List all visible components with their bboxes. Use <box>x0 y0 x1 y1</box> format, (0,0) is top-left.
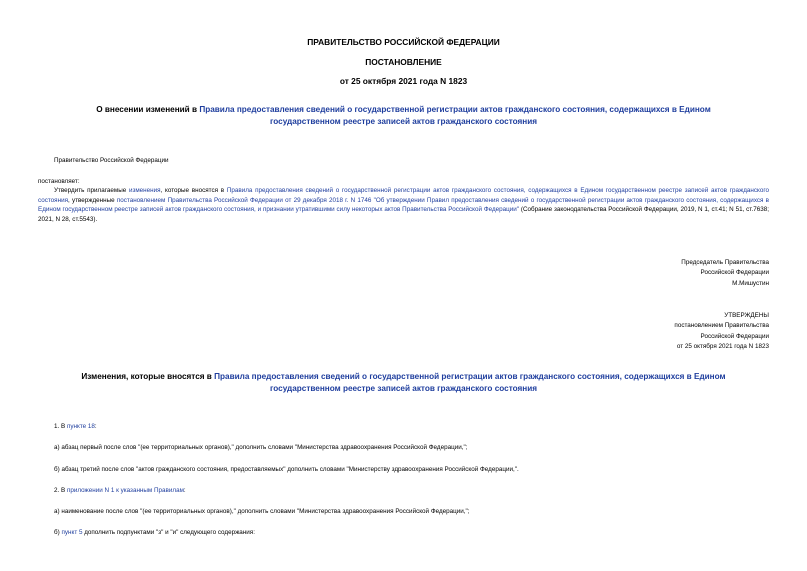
item-2-a: а) наименование после слов "(ее территориальных органов)," дополнить словами "Министерства здравоохранения Российской Федерации,"; <box>54 508 470 515</box>
decree-text-1: Утвердить прилагаемые <box>54 187 129 194</box>
point-5-link[interactable]: пункт 5 <box>61 529 83 536</box>
appendix-1-link[interactable]: приложении N 1 к указанным Правилам <box>66 487 184 494</box>
item-2-suffix: : <box>183 487 186 494</box>
decree-paragraph <box>38 186 769 224</box>
document-title-prefix: О внесении изменений в <box>96 105 200 114</box>
issuer-text: Правительство Российской Федерации <box>54 157 169 164</box>
point-18-link[interactable]: пункте 18 <box>66 423 95 430</box>
changes-link[interactable]: изменения <box>128 187 161 194</box>
approved-line-3: Российской Федерации <box>700 332 769 340</box>
item-1-prefix: 1. В <box>54 423 67 430</box>
item-2-prefix: 2. В <box>54 487 67 494</box>
signature-line-2: Российской Федерации <box>700 269 769 277</box>
signature-name: М.Мишустин <box>732 279 769 287</box>
document-title <box>0 104 807 127</box>
approved-line-4: от 25 октября 2021 года N 1823 <box>676 342 769 350</box>
approved-line-2: постановлением Правительства <box>674 322 769 330</box>
approved-line-1: УТВЕРЖДЕНЫ <box>724 312 769 319</box>
rules-link[interactable]: Правила предоставления сведений о государственной регистрации актов гражданского состояния, содержащихся в Едином государственном реестре записей актов гражданского состояния <box>199 105 711 126</box>
decree-text-2: , которые вносятся в <box>160 187 227 194</box>
item-1-b: б) абзац третий после слов "актов гражданского состояния, предоставляемых" дополнить словами "Министерству здравоохранения Российской Федерации,". <box>54 466 519 473</box>
item-2-b-prefix: б) <box>54 529 62 536</box>
signature-block <box>681 258 769 289</box>
item-2-b <box>54 528 768 538</box>
decree-text-4: (Собрание законодательства Российской Федерации, 2019, N 1, ст.41; N 51, ст.7638; 2021, N 28, ст.5543). <box>38 206 769 223</box>
item-1-a: а) абзац первый после слов "(ее территориальных органов)," дополнить словами "Министерства здравоохранения Российской Федерации,"; <box>54 444 468 451</box>
item-2 <box>54 486 768 496</box>
item-2-b-suffix: дополнить подпунктами "з" и "и" следующего содержания: <box>82 529 255 536</box>
resolution-link[interactable]: постановлением Правительства Российской Федерации от 29 декабря 2018 г. N 1746 "Об утверждении Правил предоставления сведений о государственной регистрации актов гражданского состояния, содержащихся в Едином государственном реестре записей актов гражданского состояния, и признании утратившими силу некоторых актов Правительства Российской Федерации" <box>38 196 769 214</box>
decides-text: постановляет: <box>38 178 80 185</box>
government-name: ПРАВИТЕЛЬСТВО РОССИЙСКОЙ ФЕДЕРАЦИИ <box>307 37 500 47</box>
document-date-number: от 25 октября 2021 года N 1823 <box>339 76 468 86</box>
changes-title <box>0 371 807 394</box>
signature-line-1: Председатель Правительства <box>681 259 769 266</box>
approved-block <box>674 311 769 352</box>
item-1 <box>54 422 768 432</box>
decree-text-3: , утвержденные <box>68 196 117 204</box>
rules-link-2[interactable]: Правила предоставления сведений о государственной регистрации актов гражданского состояния, содержащихся в Едином государственном реестре записей актов гражданского состояния <box>38 187 769 204</box>
changes-title-prefix: Изменения, которые вносятся в <box>81 372 215 381</box>
rules-link-3[interactable]: Правила предоставления сведений о государственной регистрации актов гражданского состояния, содержащихся в Едином государственном реестре записей актов гражданского состояния <box>214 372 726 393</box>
document-type: ПОСТАНОВЛЕНИЕ <box>365 57 442 67</box>
item-1-suffix: : <box>94 423 97 430</box>
